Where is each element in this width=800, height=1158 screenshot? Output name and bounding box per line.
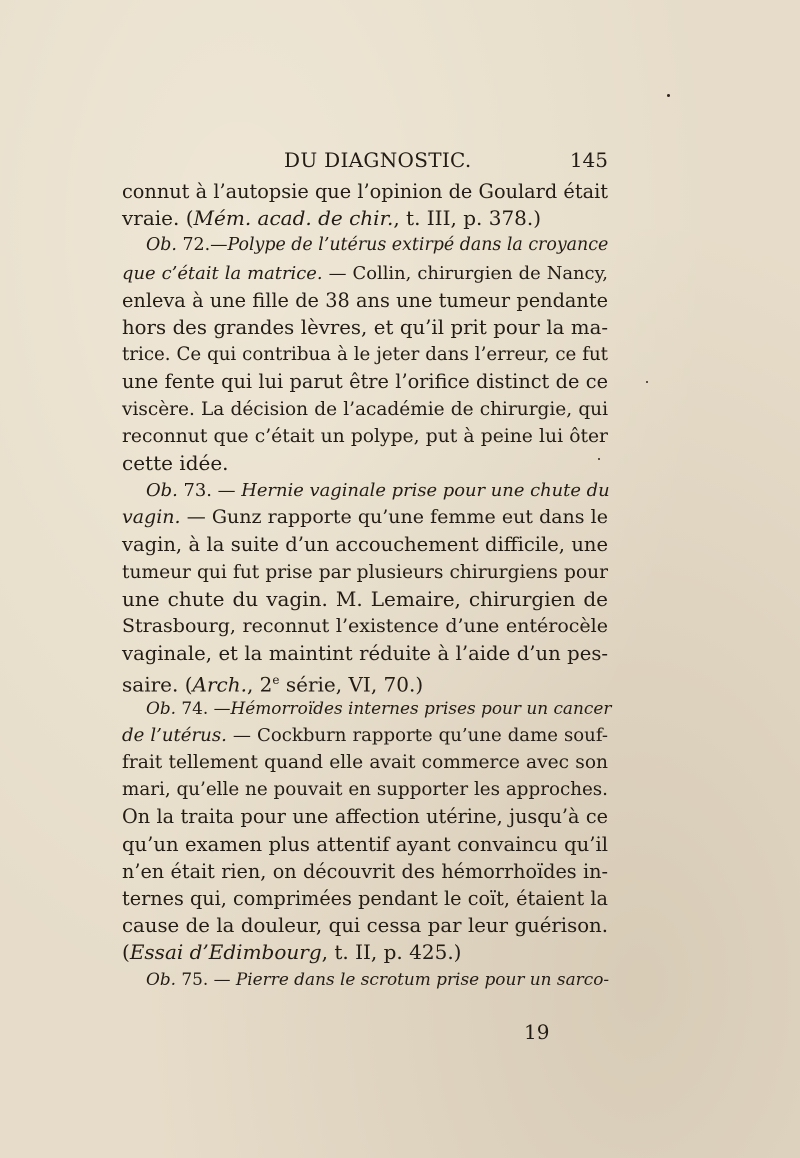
text-span: Hémorroïdes internes prises pour un cancer: [230, 697, 612, 718]
text-line: [122, 912, 608, 939]
text-line: [122, 858, 608, 885]
text-line: [122, 559, 608, 586]
text-line: [122, 396, 608, 423]
text-span: , t. III, p. 378.): [393, 206, 542, 231]
text-span: cause de la douleur, qui cessa par leur guérison.: [122, 914, 608, 938]
text-line: [122, 504, 608, 531]
text-line: [122, 260, 608, 287]
text-line: [122, 831, 608, 858]
text-line: [122, 314, 608, 341]
text-line: [122, 586, 608, 613]
text-line: [122, 450, 608, 477]
text-span: On la traita pour une affection utérine, jusqu’à ce: [122, 805, 608, 829]
text-span: Pierre dans le scrotum prise pour un sarco-: [235, 969, 610, 990]
text-line: [122, 722, 608, 749]
text-line: [122, 613, 608, 640]
text-span: — Gunz rapporte qu’une femme eut dans le: [180, 506, 608, 529]
text-span: trice. Ce qui contribua à le jeter dans l’erreur, ce fut: [122, 344, 608, 366]
text-span: hors des grandes lèvres, et qu’il prit pour la ma-: [122, 315, 608, 339]
text-span: e: [272, 673, 280, 688]
text-line: [122, 885, 608, 912]
text-span: n’en était rien, on découvrit des hémorrhoïdes in-: [122, 859, 608, 883]
text-line: [122, 341, 608, 368]
text-line: [122, 178, 608, 205]
text-span: Arch.: [192, 673, 247, 698]
text-span: vraie. (: [122, 206, 194, 231]
text-span: Essai d’Edimbourg: [129, 940, 322, 965]
text-span: 73. —: [177, 480, 242, 502]
text-span: viscère. La décision de l’académie de chirurgie, qui: [122, 398, 608, 420]
text-span: — Collin, chirurgien de Nancy,: [322, 262, 608, 284]
text-span: Hernie vaginale prise pour une chute du: [241, 480, 610, 502]
text-span: enleva à une fille de 38 ans une tumeur pendante: [122, 288, 608, 312]
text-span: vagin, à la suite d’un accouchement difficile, une: [122, 533, 608, 557]
text-span: série, VI, 70.): [279, 673, 424, 698]
page-header: [122, 148, 608, 176]
text-span: connut à l’autopsie que l’opinion de Goulard était: [122, 180, 608, 203]
text-span: Ob.: [146, 697, 177, 718]
running-head: DU DIAGNOSTIC.: [284, 148, 472, 172]
observation-heading-72: [122, 232, 608, 259]
text-span: cette idée.: [122, 450, 229, 475]
text-span: 72.—: [176, 235, 228, 256]
text-span: Mém. acad. de chir.: [193, 206, 394, 231]
text-line: [122, 803, 608, 830]
text-line: [122, 205, 608, 232]
text-span: frait tellement quand elle avait commerce avec son: [122, 751, 608, 773]
text-span: que c’était la matrice.: [122, 262, 323, 284]
observation-heading-74: [122, 695, 612, 722]
text-line: [122, 667, 608, 698]
text-line: [122, 749, 608, 776]
text-span: , t. II, p. 425.): [321, 940, 462, 965]
text-line: [122, 531, 608, 558]
text-span: Ob.: [146, 969, 177, 990]
text-line: [122, 939, 608, 966]
observation-heading-73: [122, 477, 608, 504]
paper-speck: [598, 458, 600, 460]
text-span: mari, qu’elle ne pouvait en supporter les approches.: [122, 779, 608, 801]
text-span: qu’un examen plus attentif ayant convaincu qu’il: [122, 832, 608, 856]
page-number: 145: [569, 148, 608, 172]
paper-speck: [667, 94, 670, 97]
text-span: Ob.: [146, 235, 177, 256]
text-line: [122, 640, 608, 667]
body-text: [122, 178, 612, 994]
text-line: [122, 423, 608, 450]
signature-mark: 19: [524, 1020, 550, 1044]
text-span: une fente qui lui parut être l’orifice distinct de ce: [122, 370, 608, 394]
text-span: ternes qui, comprimées pendant le coït, étaient la: [122, 886, 608, 910]
text-line: [122, 776, 608, 803]
text-span: , 2: [246, 673, 273, 698]
text-span: tumeur qui fut prise par plusieurs chirurgiens pour: [122, 561, 608, 583]
text-span: 75. —: [176, 969, 236, 990]
text-span: vagin.: [122, 506, 181, 529]
paper-speck: [646, 381, 648, 383]
text-span: Strasbourg, reconnut l’existence d’une entérocèle: [122, 615, 608, 637]
text-span: saire. (: [122, 673, 193, 698]
text-span: une chute du vagin. M. Lemaire, chirurgien de: [122, 586, 608, 611]
text-span: Ob.: [146, 480, 178, 502]
observation-heading-75: [122, 966, 608, 993]
text-span: de l’utérus.: [122, 724, 227, 746]
text-span: reconnut que c’était un polype, put à peine lui ôter: [122, 425, 608, 447]
text-span: — Cockburn rapporte qu’une dame souf-: [226, 724, 608, 746]
text-span: (: [122, 940, 130, 965]
text-line: [122, 368, 608, 395]
text-span: Polype de l’utérus extirpé dans la croyance: [227, 235, 609, 256]
text-line: [122, 287, 608, 314]
text-span: vaginale, et la maintint réduite à l’aide d’un pes-: [122, 642, 608, 666]
text-span: 74. —: [176, 697, 231, 718]
